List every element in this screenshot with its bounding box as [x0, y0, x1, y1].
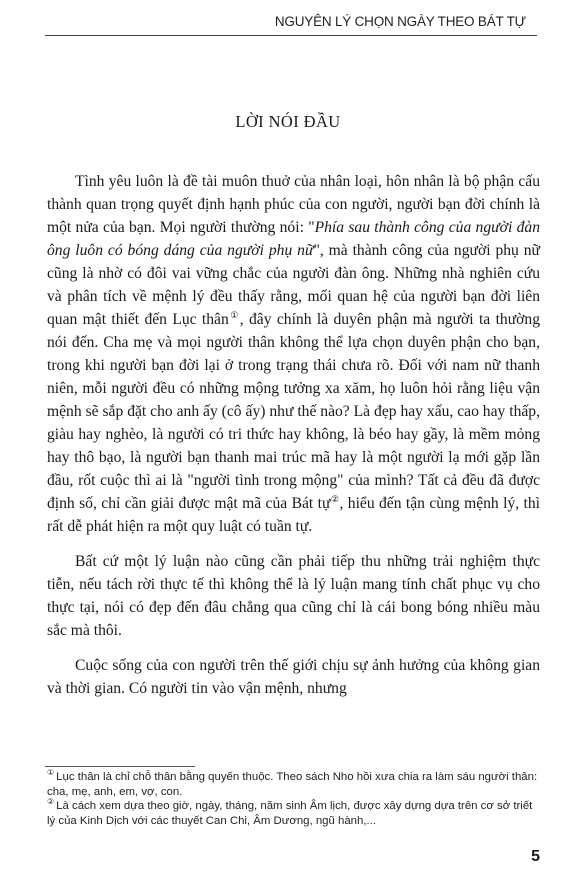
footnotes — [47, 770, 540, 828]
header-divider — [45, 35, 537, 36]
footnote-ref-2[interactable]: ② — [330, 493, 340, 504]
p1-text-end: , hiểu đến tận cùng mệnh lý, thì rất dễ phát hiện ra một quy luật có tuần tự. — [47, 495, 540, 535]
footnote-divider — [45, 766, 195, 767]
p1-quote: Phía sau thành công của người đàn ông luôn có bóng dáng của người phụ nữ — [47, 219, 540, 259]
paragraph-2: Bất cứ một lý luận nào cũng cần phải tiếp thu những trải nghiệm thực tiễn, nếu tách rời thực tế thì không thể là lý luận mang tính chất phục vụ cho thực tại, nói có đẹp đến đâu chẳng qua cũng chỉ là cái bong bóng nhiều màu sắc mà thôi. — [47, 553, 540, 639]
footnote-2-mark: ② — [47, 797, 55, 807]
paragraph-1 — [47, 170, 540, 538]
footnote-1-text: Lục thân là chỉ chỗ thân bằng quyến thuộc. Theo sách Nho hồi xưa chia ra làm sáu người thân: cha, mẹ, anh, em, vợ, con. — [47, 771, 538, 798]
chapter-title: LỜI NÓI ĐẦU — [235, 112, 341, 131]
page-number: 5 — [531, 848, 540, 865]
p1-text-middle: , đây chính là duyên phận mà người ta thường nói đến. Cha mẹ và mọi người thân không thể lựa chọn duyên phận cho bạn, trong khi người bạn đời lại ở trong trạng thái chưa rõ. Đối với nam nữ thanh niên, mỗi người đều có những mộng tưởng xa xăm, họ luôn hỏi rằng liệu vận mệnh sẽ sắp đặt cho anh ấy (cô ấy) như thế nào? Là đẹp hay xấu, cao hay thấp, giàu hay nghèo, là người có tri thức hay không, là béo hay gầy, là mềm mỏng hay thô bạo, là người bạn thanh mai trúc mã hay là một người lạ mới gặp lần đầu, rốt cuộc thì ai là "người tình trong mộng" của mình? Tất cả đều đã được định số, chỉ cần giải được mật mã của Bát tự — [47, 311, 541, 512]
footnote-ref-1[interactable]: ① — [228, 309, 240, 320]
footnote-1 — [47, 770, 540, 799]
p1-text-start: Tình yêu luôn là đề tài muôn thuở của nhân loại, hôn nhân là bộ phận cấu thành quan trọng quyết định hạnh phúc của con người, người bạn đời chính là một nửa của bạn. Mọi người thường nói: " — [47, 173, 540, 236]
running-header: NGUYÊN LÝ CHỌN NGÀY THEO BÁT TỰ — [274, 14, 526, 29]
footnote-2 — [47, 799, 540, 828]
p1-text-after-quote: ", mà thành công của người phụ nữ cũng là nhờ có đôi vai vững chắc của người đàn ông. Những nhà nghiên cứu và phân tích về mệnh lý đều thấy rằng, mối quan hệ của người bạn đời liên quan mật thiết đến Lục thân — [47, 242, 540, 328]
footnote-1-mark: ① — [47, 768, 55, 778]
footnote-2-text: Là cách xem dựa theo giờ, ngày, tháng, năm sinh Âm lịch, được xây dựng dựa trên cơ sở triết lý của Kinh Dịch với các thuyết Can Chi, Âm Dương, ngũ hành,... — [47, 800, 533, 827]
body-text — [47, 170, 540, 712]
paragraph-3: Cuộc sống của con người trên thế giới chịu sự ảnh hưởng của không gian và thời gian. Có người tin vào vận mệnh, nhưng — [47, 657, 540, 697]
